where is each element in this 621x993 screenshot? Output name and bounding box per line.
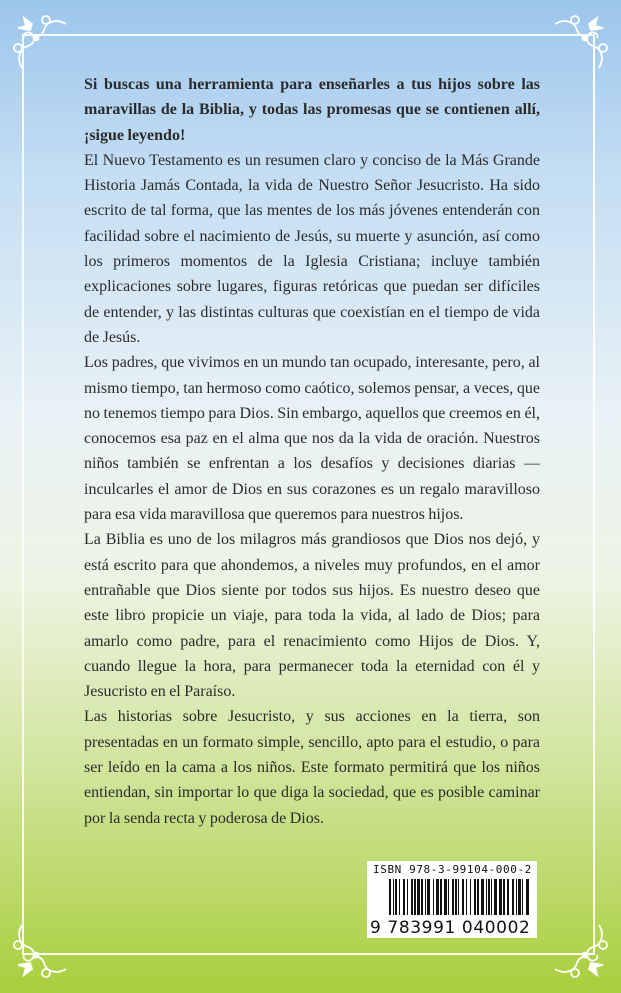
barcode-bar bbox=[417, 879, 420, 915]
barcode-bar bbox=[393, 879, 394, 915]
barcode-bar bbox=[414, 879, 416, 915]
barcode-bar bbox=[466, 879, 467, 915]
barcode-bar bbox=[425, 879, 426, 915]
barcode-bar bbox=[522, 879, 523, 915]
barcode-bar bbox=[403, 879, 405, 915]
barcode-bar bbox=[421, 879, 423, 915]
barcode-bar bbox=[455, 879, 457, 915]
paragraph: La Biblia es uno de los milagros más grandiosos que Dios nos dejó, y está escrito para que ahondemos, a niveles muy profundos, en el amor entrañable que Dios siente por todos sus hijos. Es nuestro deseo que este libro propicie un viaje, para toda la vida, al lado de Dios; para amarlo como padre, para el renacimiento como Hijos de Dios. Y, cuando llegue la hora, para permanecer toda la eternidad con él y Jesucristo en el Paraíso. bbox=[84, 531, 540, 701]
barcode-bar bbox=[481, 879, 484, 915]
barcode-bar bbox=[407, 879, 408, 915]
lead-paragraph: Si buscas una herramienta para enseñarles a tus hijos sobre las maravillas de la Biblia, y todas las promesas que se contienen allí, ¡sigue leyendo! bbox=[84, 76, 540, 144]
barcode-bar bbox=[452, 879, 454, 915]
isbn-label: ISBN 978-3-99104-000-2 bbox=[373, 862, 532, 876]
barcode-bar bbox=[440, 879, 442, 915]
barcode-bar bbox=[491, 879, 492, 915]
back-cover-content bbox=[84, 72, 540, 938]
barcode-bar bbox=[470, 879, 471, 915]
paragraph: El Nuevo Testamento es un resumen claro y conciso de la Más Grande Historia Jamás Contada, la vida de Nuestro Señor Jesucristo. Ha sido escrito de tal forma, que las mentes de los más jóvenes entenderán con facilidad sobre el nacimiento de Jesús, su muerte y asunción, así como los primeros momentos de la Iglesia Cristiana; incluye también explicaciones sobre lugares, figuras retóricas que puedan ser difíciles de entender, y las distintas culturas que coexistían en el tiempo de vida de Jesús. bbox=[84, 151, 540, 346]
paragraph: Las historias sobre Jesucristo, y sus acciones en la tierra, son presentadas en un formato simple, sencillo, apto para el estudio, o para ser leído en la cama a los niños. Este formato permitirá que los niños entiendan, sin importar lo que diga la sociedad, que es posible caminar por la senda recta y poderosa de Dios. bbox=[84, 708, 540, 827]
barcode-bars bbox=[389, 879, 531, 915]
barcode-bar bbox=[477, 879, 479, 915]
barcode-bar bbox=[526, 879, 529, 915]
barcode-bar bbox=[518, 879, 521, 915]
ornament-corner-icon bbox=[551, 8, 615, 72]
barcode-bar bbox=[499, 879, 502, 915]
barcode-bar bbox=[474, 879, 476, 915]
barcode-bar bbox=[494, 879, 497, 915]
isbn-barcode bbox=[367, 861, 537, 938]
barcode-bar bbox=[486, 879, 487, 915]
barcode-bar bbox=[427, 879, 430, 915]
barcode-bar bbox=[411, 879, 413, 915]
barcode-bar bbox=[516, 879, 517, 915]
barcode-bar bbox=[444, 879, 447, 915]
barcode-bar bbox=[488, 879, 490, 915]
paragraph: Los padres, que vivimos en un mundo tan ocupado, interesante, pero, al mismo tiempo, tan hermoso como caótico, solemos pensar, a veces, que no tenemos tiempo para Dios. Sin embargo, aquellos que creemos en él, conocemos esa paz en el alma que nos da la vida de oración. Nuestros niños también se enfrentan a los desafíos y decisiones diarias —inculcarles el amor de Dios en sus corazones es un regalo maravilloso para esa vida maravillosa que queremos para nuestros hijos. bbox=[84, 354, 540, 524]
barcode-bar bbox=[507, 879, 509, 915]
back-cover-text bbox=[84, 72, 540, 831]
barcode-bar bbox=[395, 879, 397, 915]
ornament-corner-icon bbox=[6, 921, 70, 985]
barcode-digits: 9 783991 040002 bbox=[370, 917, 531, 938]
ornament-corner-icon bbox=[551, 921, 615, 985]
barcode-bar bbox=[512, 879, 514, 915]
barcode-bar bbox=[399, 879, 400, 915]
barcode-bar bbox=[462, 879, 464, 915]
barcode-bar bbox=[389, 879, 391, 915]
ornament-corner-icon bbox=[6, 8, 70, 72]
barcode-bar bbox=[503, 879, 505, 915]
barcode-bar bbox=[448, 879, 449, 915]
barcode-bar bbox=[436, 879, 439, 915]
barcode-bar bbox=[458, 879, 459, 915]
barcode-bar bbox=[433, 879, 434, 915]
